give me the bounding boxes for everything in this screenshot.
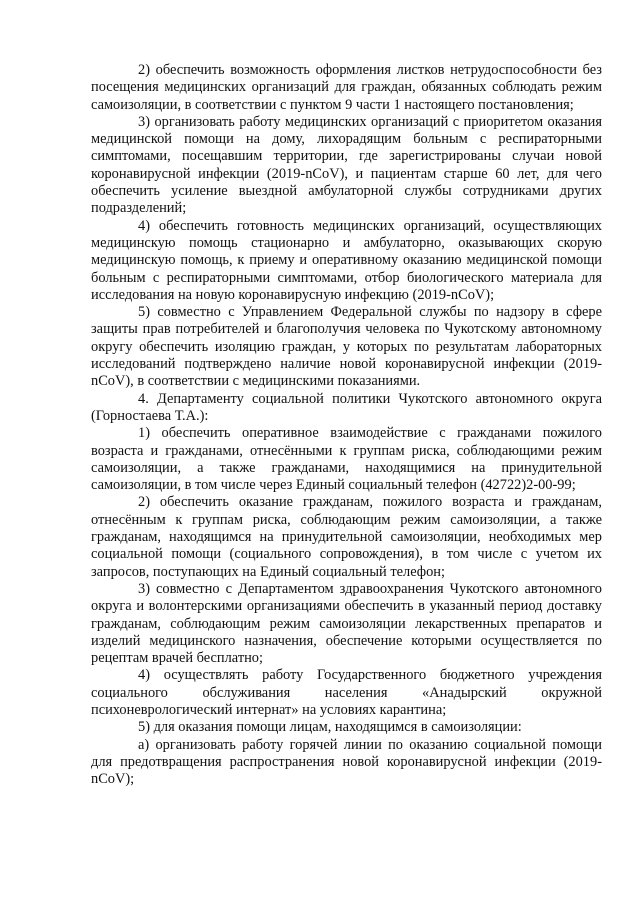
paragraph-item-4-readiness: 4) обеспечить готовность медицинских организаций, осуществляющих медицинскую помощь стационарно и амбулаторно, оказывающих скорую медицинскую помощь, к приему и оперативному оказанию медицинской помощи больным с респираторными симптомами, отбор биологического материала для исследования на новую коронавирусную инфекцию (2019-nCoV); — [91, 217, 602, 303]
paragraph-section-4-heading: 4. Департаменту социальной политики Чукотского автономного округа (Горностаева Т.А.): — [91, 390, 602, 424]
paragraph-item-2-sick-leave: 2) обеспечить возможность оформления листков нетрудоспособности без посещения медицинских организаций для граждан, обязанных соблюдать режим самоизоляции, в соответствии с пунктом 9 части 1 настоящего постановления; — [91, 62, 602, 113]
paragraph-subitem-2-social-help: 2) обеспечить оказание гражданам, пожилого возраста и гражданам, отнесённым к группам риска, соблюдающим режим самоизоляции, а также гражданам, находящимся на принудительной самоизоляции, необходимых мер социальной помощи (социального сопровождения), в том числе с учетом их запросов, поступающих на Единый социальный телефон; — [91, 494, 602, 580]
paragraph-subitem-3-delivery: 3) совместно с Департаментом здравоохранения Чукотского автономного округа и волонтерскими организациями обеспечить в указанный период доставку гражданам, соблюдающим режим самоизоляции лекарственных препаратов и изделий медицинского назначения, обеспечение которыми осуществляется по рецептам врачей бесплатно; — [91, 580, 602, 667]
document-body — [91, 62, 602, 788]
paragraph-item-3-home-care: 3) организовать работу медицинских организаций с приоритетом оказания медицинской помощи на дому, лихорадящим больным с респираторными симптомами, посещавшим территории, где зарегистрированы случаи новой коронавирусной инфекции (2019-nCoV), и пациентам старше 60 лет, для чего обеспечить усиление выездной амбулаторной службы сотрудниками других подразделений; — [91, 113, 602, 217]
paragraph-subitem-5-assistance: 5) для оказания помощи лицам, находящимся в самоизоляции: — [138, 719, 522, 736]
paragraph-subitem-1-interaction: 1) обеспечить оперативное взаимодействие с гражданами пожилого возраста и гражданами, отнесёнными к группам риска, соблюдающими режим самоизоляции, а также гражданами, находящимися на принудительной самоизоляции, в том числе через Единый социальный телефон (42722)2-00-99; — [91, 425, 602, 494]
paragraph-item-5-isolation: 5) совместно с Управлением Федеральной службы по надзору в сфере защиты прав потребителей и благополучия человека по Чукотскому автономному округу обеспечить изоляцию граждан, у которых по результатам лабораторных исследований подтверждено наличие новой коронавирусной инфекции (2019-nCoV), в соответствии с медицинскими показаниями. — [91, 304, 602, 390]
paragraph-subitem-a-hotline: а) организовать работу горячей линии по оказанию социальной помощи для предотвращения распространения новой коронавирусной инфекции (2019-nCoV); — [91, 736, 602, 788]
paragraph-subitem-4-quarantine: 4) осуществлять работу Государственного бюджетного учреждения социального обслуживания населения «Анадырский окружной психоневрологический интернат» на условиях карантина; — [91, 667, 602, 718]
